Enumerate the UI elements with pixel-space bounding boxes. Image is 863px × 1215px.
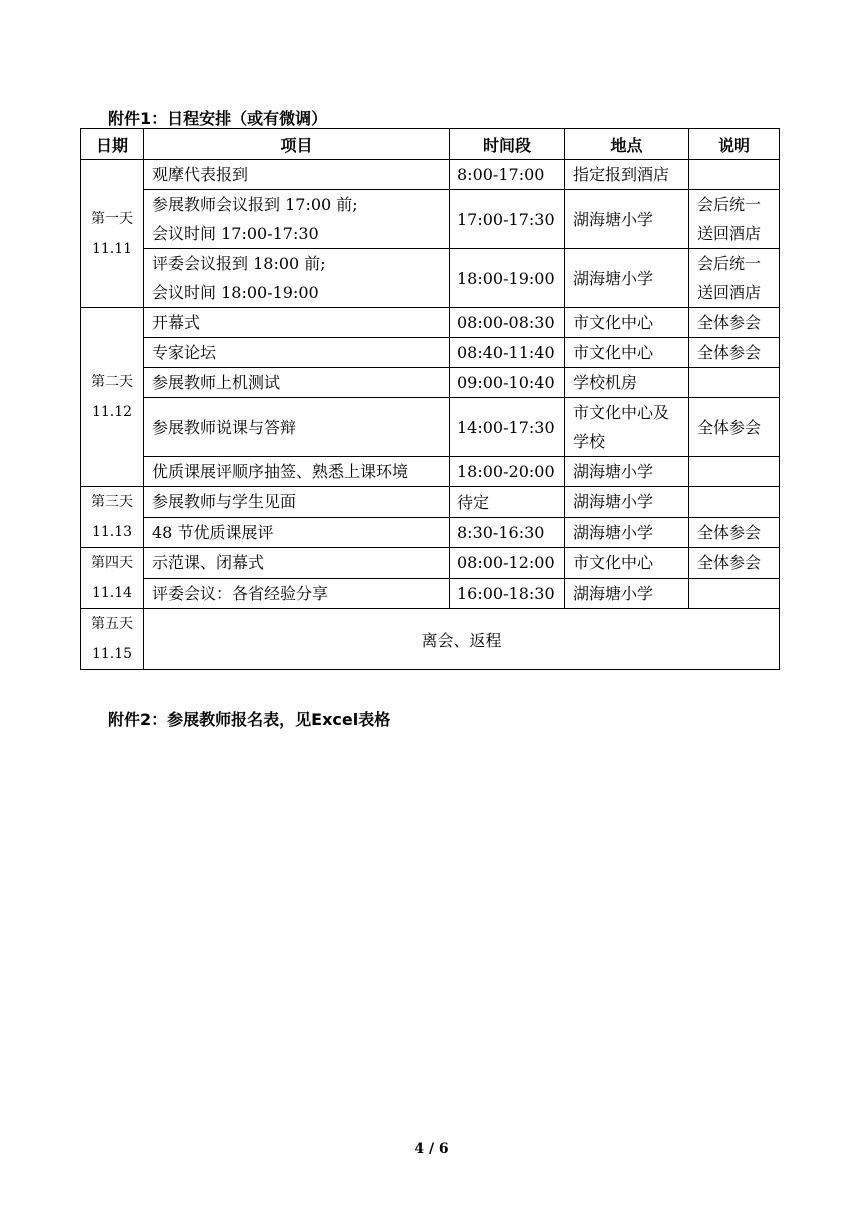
- header-item: 项目: [144, 129, 450, 160]
- table-row: [81, 190, 780, 249]
- note-cell: 会后统一 送回酒店: [689, 190, 780, 249]
- table-row: [81, 308, 780, 338]
- time-cell: 8:00-17:00: [450, 160, 565, 190]
- note-cell: 会后统一 送回酒店: [689, 249, 780, 308]
- attachment1-heading: 附件1：日程安排（或有微调）: [108, 109, 328, 128]
- table-row: [81, 338, 780, 368]
- location-cell: 湖海塘小学: [565, 457, 689, 487]
- day-cell: 第一天 11.11: [81, 160, 144, 308]
- location-cell: 学校机房: [565, 368, 689, 398]
- table-row: [81, 398, 780, 457]
- item-cell: 观摩代表报到: [144, 160, 450, 190]
- time-cell: 18:00-20:00: [450, 457, 565, 487]
- item-cell: 参展教师与学生见面: [144, 487, 450, 518]
- time-cell: 8:30-16:30: [450, 517, 565, 548]
- note-cell: [689, 487, 780, 518]
- item-cell: 参展教师上机测试: [144, 368, 450, 398]
- table-row: [81, 368, 780, 398]
- location-cell: 市文化中心: [565, 338, 689, 368]
- table-row: [81, 578, 780, 609]
- table-row: [81, 457, 780, 487]
- location-cell: 湖海塘小学: [565, 578, 689, 609]
- day-cell: 第三天 11.13: [81, 487, 144, 548]
- day-cell: 第二天 11.12: [81, 308, 144, 487]
- time-cell: 待定: [450, 487, 565, 518]
- table-row: [81, 249, 780, 308]
- table-row: [81, 160, 780, 190]
- attachment2-heading: 附件2：参展教师报名表，见Excel表格: [108, 710, 391, 729]
- note-cell: [689, 160, 780, 190]
- item-cell: 开幕式: [144, 308, 450, 338]
- schedule-table: [80, 128, 780, 670]
- table-row: [81, 548, 780, 579]
- table-row: [81, 609, 780, 670]
- note-cell: 全体参会: [689, 338, 780, 368]
- item-cell: 评委会议报到 18:00 前; 会议时间 18:00-19:00: [144, 249, 450, 308]
- item-cell: 优质课展评顺序抽签、熟悉上课环境: [144, 457, 450, 487]
- day-cell: 第四天 11.14: [81, 548, 144, 609]
- item-cell: 评委会议：各省经验分享: [144, 578, 450, 609]
- table-header-row: [81, 129, 780, 160]
- table-row: [81, 517, 780, 548]
- time-cell: 08:40-11:40: [450, 338, 565, 368]
- note-cell: 全体参会: [689, 398, 780, 457]
- item-cell: 参展教师会议报到 17:00 前; 会议时间 17:00-17:30: [144, 190, 450, 249]
- location-cell: 湖海塘小学: [565, 249, 689, 308]
- item-cell: 48 节优质课展评: [144, 517, 450, 548]
- location-cell: 湖海塘小学: [565, 190, 689, 249]
- location-cell: 市文化中心: [565, 548, 689, 579]
- departure-cell: 离会、返程: [144, 609, 780, 670]
- time-cell: 08:00-12:00: [450, 548, 565, 579]
- location-cell: 湖海塘小学: [565, 517, 689, 548]
- item-cell: 参展教师说课与答辩: [144, 398, 450, 457]
- location-cell: 湖海塘小学: [565, 487, 689, 518]
- note-cell: [689, 578, 780, 609]
- time-cell: 08:00-08:30: [450, 308, 565, 338]
- page-number: 4 / 6: [414, 1141, 449, 1157]
- header-note: 说明: [689, 129, 780, 160]
- note-cell: [689, 368, 780, 398]
- item-cell: 专家论坛: [144, 338, 450, 368]
- header-location: 地点: [565, 129, 689, 160]
- note-cell: 全体参会: [689, 517, 780, 548]
- time-cell: 14:00-17:30: [450, 398, 565, 457]
- table-row: [81, 487, 780, 518]
- time-cell: 18:00-19:00: [450, 249, 565, 308]
- time-cell: 16:00-18:30: [450, 578, 565, 609]
- time-cell: 09:00-10:40: [450, 368, 565, 398]
- note-cell: [689, 457, 780, 487]
- note-cell: 全体参会: [689, 548, 780, 579]
- item-cell: 示范课、闭幕式: [144, 548, 450, 579]
- location-cell: 指定报到酒店: [565, 160, 689, 190]
- time-cell: 17:00-17:30: [450, 190, 565, 249]
- note-cell: 全体参会: [689, 308, 780, 338]
- header-date: 日期: [81, 129, 144, 160]
- day-cell: 第五天 11.15: [81, 609, 144, 670]
- location-cell: 市文化中心: [565, 308, 689, 338]
- header-time: 时间段: [450, 129, 565, 160]
- location-cell: 市文化中心及 学校: [565, 398, 689, 457]
